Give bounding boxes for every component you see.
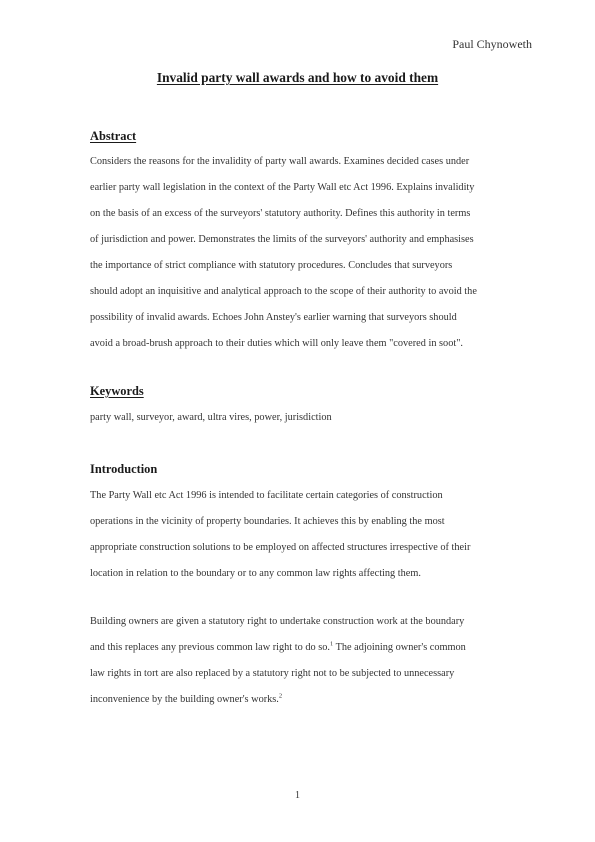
keywords-body (90, 405, 510, 431)
abstract-line: the importance of strict compliance with statutory procedures. Concludes that surveyors (90, 260, 453, 271)
introduction-paragraph-1 (90, 483, 510, 587)
keywords-heading: Keywords (90, 384, 144, 398)
intro-line: Building owners are given a statutory right to undertake construction work at the boundary (90, 616, 465, 627)
intro-line (90, 687, 510, 713)
abstract-line: avoid a broad-brush approach to their duties which will only leave them "covered in soot". (90, 338, 463, 349)
intro-line: operations in the vicinity of property boundaries. It achieves this by enabling the most (90, 516, 445, 527)
abstract-line: possibility of invalid awards. Echoes John Anstey's earlier warning that surveyors should (90, 312, 457, 323)
introduction-paragraph-2 (90, 609, 510, 713)
abstract-line: should adopt an inquisitive and analytical approach to the scope of their authority to avoid the (90, 286, 477, 297)
intro-text: The adjoining owner's common (333, 642, 466, 653)
abstract-line: earlier party wall legislation in the context of the Party Wall etc Act 1996. Explains invalidity (90, 182, 475, 193)
intro-text: and this replaces any previous common law right to do so. (90, 642, 330, 653)
intro-line: location in relation to the boundary or to any common law rights affecting them. (90, 568, 421, 579)
footnote-marker[interactable]: 2 (278, 692, 283, 700)
abstract-line: Considers the reasons for the invalidity of party wall awards. Examines decided cases under (90, 156, 470, 167)
running-header-author: Paul Chynoweth (452, 37, 532, 51)
intro-line: law rights in tort are also replaced by a statutory right not to be subjected to unnecessary (90, 668, 455, 679)
paper-title: Invalid party wall awards and how to avoid them (156, 70, 439, 85)
abstract-body (90, 149, 510, 357)
introduction-heading: Introduction (90, 462, 158, 476)
footnote-marker[interactable]: 1 (329, 640, 334, 648)
abstract-line: of jurisdiction and power. Demonstrates the limits of the surveyors' authority and emphasises (90, 234, 474, 245)
keywords-text: party wall, surveyor, award, ultra vires, power, jurisdiction (90, 412, 332, 423)
abstract-line: on the basis of an excess of the surveyors' statutory authority. Defines this authority in terms (90, 208, 471, 219)
intro-line: appropriate construction solutions to be employed on affected structures irrespective of their (90, 542, 471, 553)
intro-line (90, 635, 510, 661)
intro-text: inconvenience by the building owner's works. (90, 694, 279, 705)
abstract-heading: Abstract (90, 129, 137, 143)
page-number: 1 (295, 790, 300, 801)
intro-line: The Party Wall etc Act 1996 is intended to facilitate certain categories of construction (90, 490, 443, 501)
